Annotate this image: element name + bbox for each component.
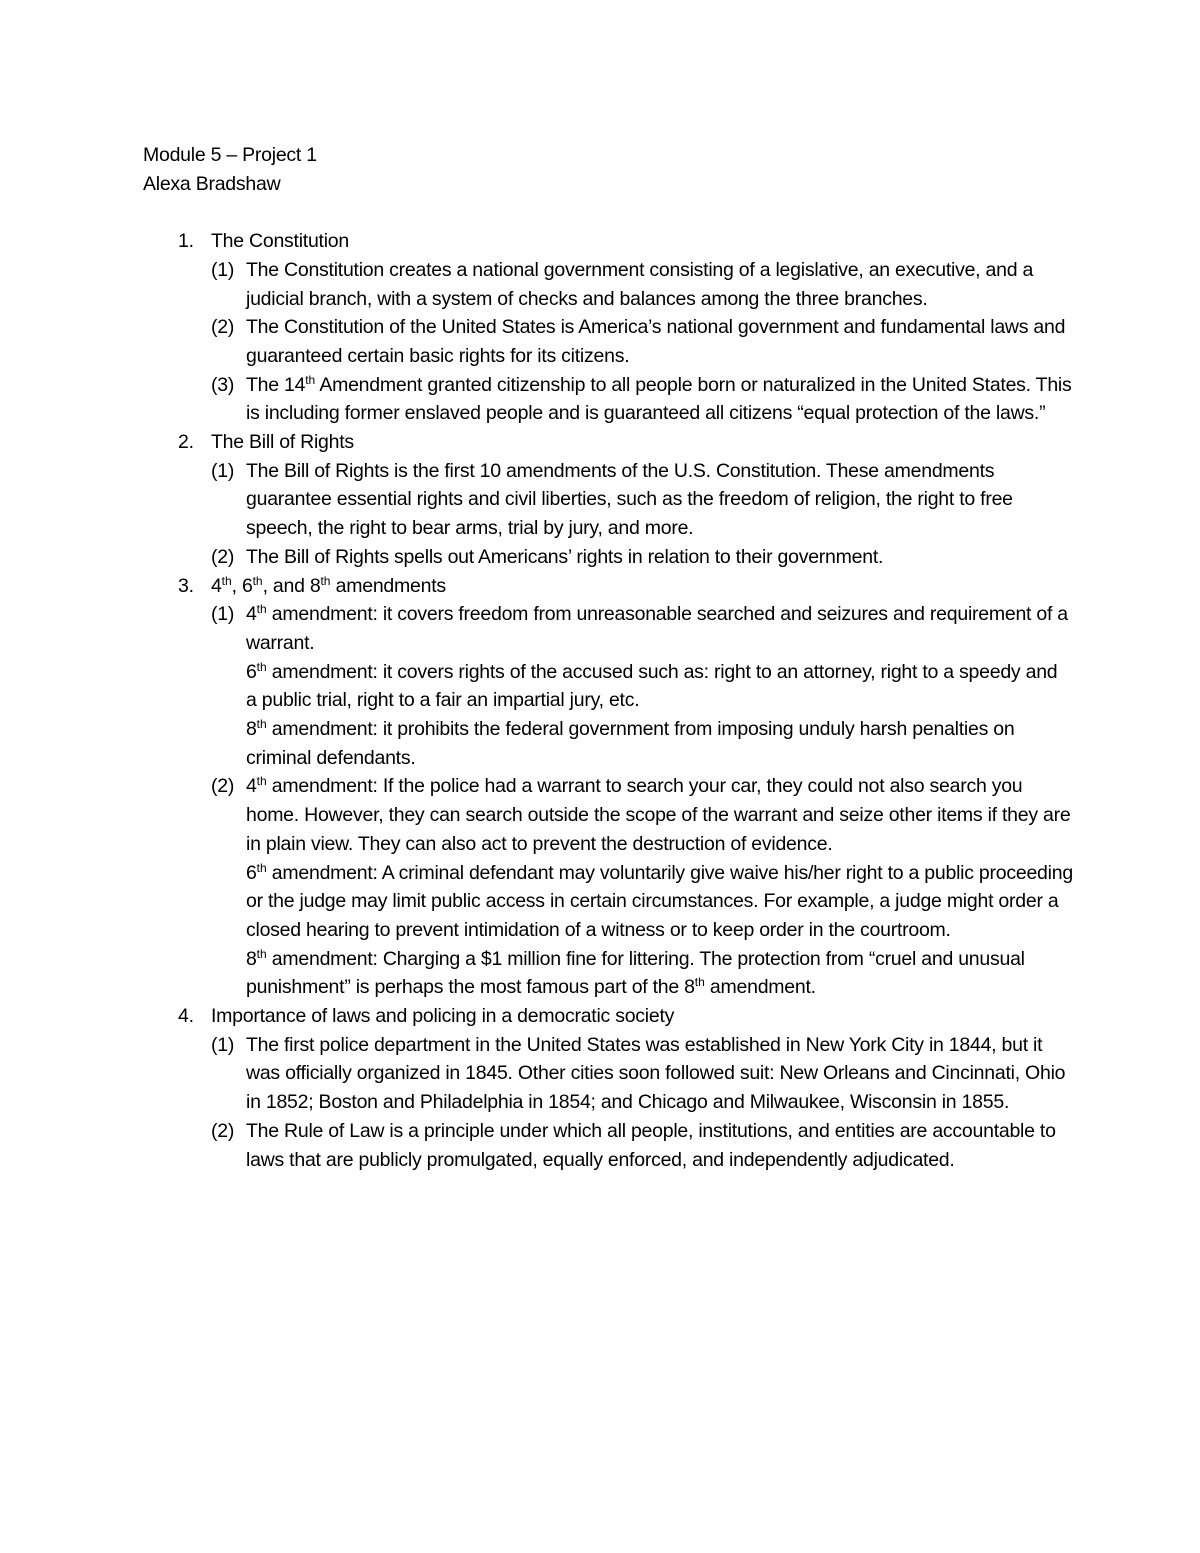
item-text: The Constitution of the United States is America’s national government and fundamental laws and guaranteed certain basic rights for its citizens.	[246, 316, 1066, 367]
blank-line	[143, 198, 1073, 227]
document-page	[143, 141, 1073, 1174]
text-part: amendment: If the police had a warrant to search your car, they could not also search you home. However, they can search outside the scope of the warrant and seize other items if they are in plain view. They can also act to prevent the destruction of evidence.	[246, 775, 1071, 855]
text-part: Amendment granted citizenship to all people born or naturalized in the United States. This is including former enslaved people and is guaranteed all citizens “equal protection of the laws.”	[246, 373, 1072, 425]
text-part: amendment: Charging a $1 million fine for littering. The protection from “cruel and unusual punishment” is perhaps the most famous part of the 8	[246, 947, 1025, 999]
section-number: 1.	[178, 230, 194, 253]
item-number: (2)	[211, 545, 235, 568]
text-part: amendment: it covers freedom from unreasonable searched and seizures and requirement of a warrant.	[246, 603, 1068, 654]
section-bill-of-rights	[143, 428, 1073, 572]
item-number: (1)	[211, 459, 235, 482]
ordinal-suffix: th	[320, 573, 331, 588]
item-paragraph-4th	[246, 772, 1073, 858]
document-title: Module 5 – Project 1	[143, 144, 317, 166]
item-number: (2)	[211, 1119, 235, 1142]
section-constitution	[143, 227, 1073, 428]
text-part: amendments	[330, 574, 446, 597]
item-text: The first police department in the United States was established in New York City in 1844, but it was officially organized in 1845. Other cities soon followed suit: New Orleans and Cincinnati, Ohio in 1852; Boston and Philadelphia in 1854; and Chicago and Milwaukee, Wisconsin in 1855.	[246, 1033, 1066, 1114]
text-part: amendment: A criminal defendant may voluntarily give waive his/her right to a public proceeding or the judge may limit public access in certain circumstances. For example, a judge might order a closed hearing to prevent intimidation of a witness or to keep order in the courtroom.	[246, 861, 1073, 941]
list-item	[211, 256, 1073, 313]
item-paragraph-8th	[246, 945, 1073, 1002]
item-text	[246, 371, 1073, 428]
item-text: The Constitution creates a national government consisting of a legislative, an executive, and a judicial branch, with a system of checks and balances among the three branches.	[246, 258, 1034, 310]
item-number: (1)	[211, 258, 235, 281]
ordinal-suffix: th	[256, 946, 267, 961]
ordinal-suffix: th	[256, 659, 267, 674]
list-item	[211, 457, 1073, 543]
section-number: 3.	[178, 574, 194, 597]
item-number: (2)	[211, 316, 235, 339]
item-paragraph-4th	[246, 600, 1073, 657]
item-paragraph-6th	[246, 859, 1073, 945]
text-part: 8	[246, 947, 257, 970]
item-number: (3)	[211, 373, 235, 396]
item-number: (1)	[211, 1033, 235, 1056]
list-item	[211, 1031, 1073, 1117]
ordinal-suffix: th	[256, 716, 267, 731]
item-number: (2)	[211, 775, 235, 798]
ordinal-suffix: th	[305, 372, 316, 387]
section-number: 2.	[178, 431, 194, 454]
item-paragraph-6th	[246, 658, 1073, 715]
text-part: 8	[246, 718, 257, 741]
section-heading: The Bill of Rights	[211, 431, 354, 454]
section-amendments	[143, 572, 1073, 1003]
text-part: 6	[246, 660, 257, 683]
ordinal-suffix: th	[694, 975, 705, 990]
section-heading	[211, 572, 1073, 601]
text-part: 4	[211, 574, 222, 597]
list-item	[211, 313, 1073, 370]
ordinal-suffix: th	[256, 602, 267, 617]
ordinal-suffix: th	[256, 774, 267, 789]
list-item	[211, 543, 1073, 572]
text-part: amendment.	[704, 976, 816, 999]
list-item	[211, 1117, 1073, 1174]
section-heading: Importance of laws and policing in a democratic society	[211, 1005, 675, 1028]
list-item	[211, 772, 1073, 1002]
list-item	[211, 600, 1073, 772]
text-part: , 6	[231, 574, 253, 597]
item-text: The Bill of Rights is the first 10 amendments of the U.S. Constitution. These amendments guarantee essential rights and civil liberties, such as the freedom of religion, the right to free speech, the right to bear arms, trial by jury, and more.	[246, 459, 1013, 540]
text-part: amendment: it prohibits the federal government from imposing unduly harsh penalties on criminal defendants.	[246, 718, 1015, 769]
section-heading: The Constitution	[211, 230, 349, 253]
item-text: The Rule of Law is a principle under which all people, institutions, and entities are accountable to laws that are publicly promulgated, equally enforced, and independently adjudicated.	[246, 1119, 1056, 1171]
section-number: 4.	[178, 1005, 194, 1028]
text-part: 4	[246, 603, 257, 626]
ordinal-suffix: th	[252, 573, 263, 588]
ordinal-suffix: th	[221, 573, 232, 588]
item-text: The Bill of Rights spells out Americans’ rights in relation to their government.	[246, 545, 884, 568]
item-number: (1)	[211, 603, 235, 626]
author-name: Alexa Bradshaw	[143, 172, 281, 195]
text-part: 6	[246, 861, 257, 884]
text-part: amendment: it covers rights of the accused such as: right to an attorney, right to a speedy and a public trial, right to a fair an impartial jury, etc.	[246, 660, 1058, 712]
list-item	[211, 371, 1073, 428]
item-paragraph-8th	[246, 715, 1073, 772]
text-part: , and 8	[262, 574, 321, 597]
text-part: 4	[246, 775, 257, 798]
section-laws-policing	[143, 1002, 1073, 1174]
text-part: The 14	[246, 373, 306, 396]
ordinal-suffix: th	[256, 860, 267, 875]
